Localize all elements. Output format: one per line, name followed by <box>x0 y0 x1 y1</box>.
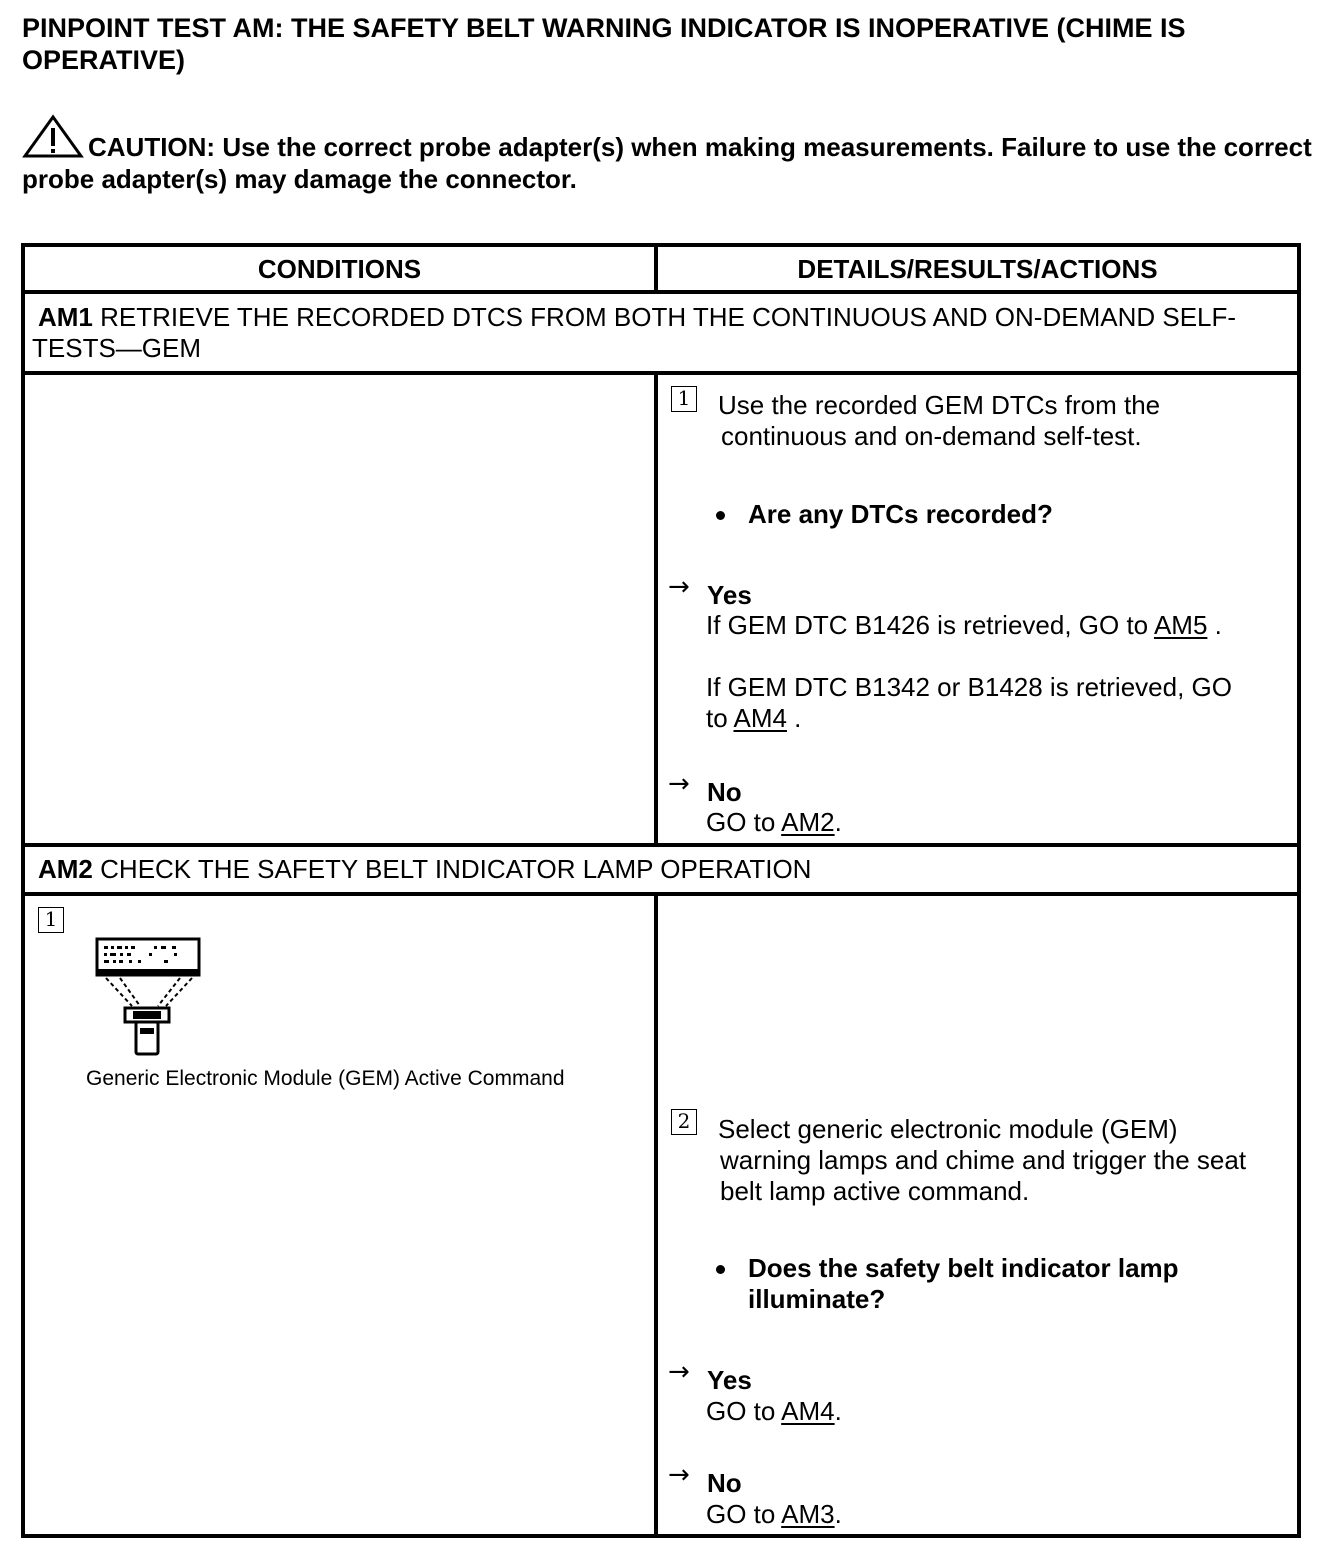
am2-question-bullet <box>716 1265 725 1274</box>
am1-end-divider <box>21 843 1301 847</box>
am2-question-line2: illuminate? <box>748 1284 886 1314</box>
am1-question: Are any DTCs recorded? <box>748 499 1053 529</box>
am1-action-number: 1 <box>671 386 697 412</box>
am2-no-end: . <box>834 1499 842 1529</box>
am2-title-divider <box>21 892 1301 896</box>
warning-triangle-icon <box>22 114 84 160</box>
am1-yes-line2: If GEM DTC B1342 or B1428 is retrieved, GO <box>706 672 1232 702</box>
am2-step-id: AM2 <box>38 854 93 884</box>
am1-yes-line3 <box>706 703 801 734</box>
am1-column-divider <box>654 371 658 847</box>
am2-no-line <box>706 1499 842 1530</box>
caution-text: CAUTION: Use the correct probe adapter(s) when making measurements. Failure to use the correct probe adapter(s) may damage the connector. <box>22 132 1312 194</box>
am2-action-number: 2 <box>671 1109 697 1135</box>
am1-yes-line3-end: . <box>786 703 802 733</box>
am2-step-text: CHECK THE SAFETY BELT INDICATOR LAMP OPERATION <box>100 854 812 884</box>
am1-action-line2: continuous and on-demand self-test. <box>721 421 1142 451</box>
am1-question-bullet <box>716 511 725 520</box>
am1-no-end: . <box>834 807 842 837</box>
link-am3[interactable]: AM3 <box>781 1499 835 1529</box>
am2-yes-text: GO to <box>706 1396 776 1426</box>
am2-no-text: GO to <box>706 1499 776 1529</box>
am1-yes-line1 <box>706 610 1222 641</box>
am2-column-divider <box>654 892 658 1538</box>
am2-question-line1: Does the safety belt indicator lamp <box>748 1253 1179 1283</box>
am1-yes-line1-end: . <box>1207 610 1222 640</box>
am1-no-text: GO to <box>706 807 776 837</box>
details-header: DETAILS/RESULTS/ACTIONS <box>797 254 1158 284</box>
am2-yes-label: Yes <box>707 1365 752 1395</box>
am2-yes-arrow-icon: → <box>668 1357 690 1387</box>
am2-yes-line <box>706 1396 842 1427</box>
am2-step-title <box>32 854 1287 885</box>
am1-yes-line3-text: to <box>706 703 728 733</box>
link-am2[interactable]: AM2 <box>781 807 835 837</box>
am2-condition-caption: Generic Electronic Module (GEM) Active Command <box>86 1067 565 1090</box>
am1-yes-line1-text: If GEM DTC B1426 is retrieved, GO to <box>706 610 1149 640</box>
link-am5[interactable]: AM5 <box>1153 610 1208 640</box>
table-bottom-border <box>21 1534 1301 1538</box>
am1-step-text: RETRIEVE THE RECORDED DTCS FROM BOTH THE CONTINUOUS AND ON-DEMAND SELF-TESTS—GEM <box>32 302 1237 363</box>
am1-no-arrow-icon: → <box>668 769 690 799</box>
am2-action-line3: belt lamp active command. <box>720 1176 1030 1206</box>
am1-step-title <box>32 302 1287 364</box>
conditions-header: CONDITIONS <box>257 254 422 284</box>
am1-action-line1: Use the recorded GEM DTCs from the <box>718 390 1161 420</box>
am1-yes-arrow-icon: → <box>668 572 690 602</box>
link-am4[interactable]: AM4 <box>733 703 787 733</box>
am1-no-line <box>706 807 842 838</box>
header-divider <box>21 290 1301 294</box>
am2-no-arrow-icon: → <box>668 1460 690 1490</box>
am2-yes-end: . <box>834 1396 842 1426</box>
am1-title-divider <box>21 371 1301 375</box>
page-title: PINPOINT TEST AM: THE SAFETY BELT WARNING INDICATOR IS INOPERATIVE (CHIME IS OPERATIVE) <box>22 13 1186 75</box>
am2-condition-number: 1 <box>38 907 64 933</box>
am1-no-label: No <box>707 777 742 807</box>
scan-tool-icon <box>94 936 204 1058</box>
am1-yes-label: Yes <box>707 580 752 610</box>
am1-step-id: AM1 <box>38 302 93 332</box>
caution-notice <box>22 114 1317 195</box>
link-am4[interactable]: AM4 <box>781 1396 835 1426</box>
am2-action-line2: warning lamps and chime and trigger the seat <box>720 1145 1247 1175</box>
am2-no-label: No <box>707 1468 742 1498</box>
am2-action-line1: Select generic electronic module (GEM) <box>718 1114 1178 1144</box>
